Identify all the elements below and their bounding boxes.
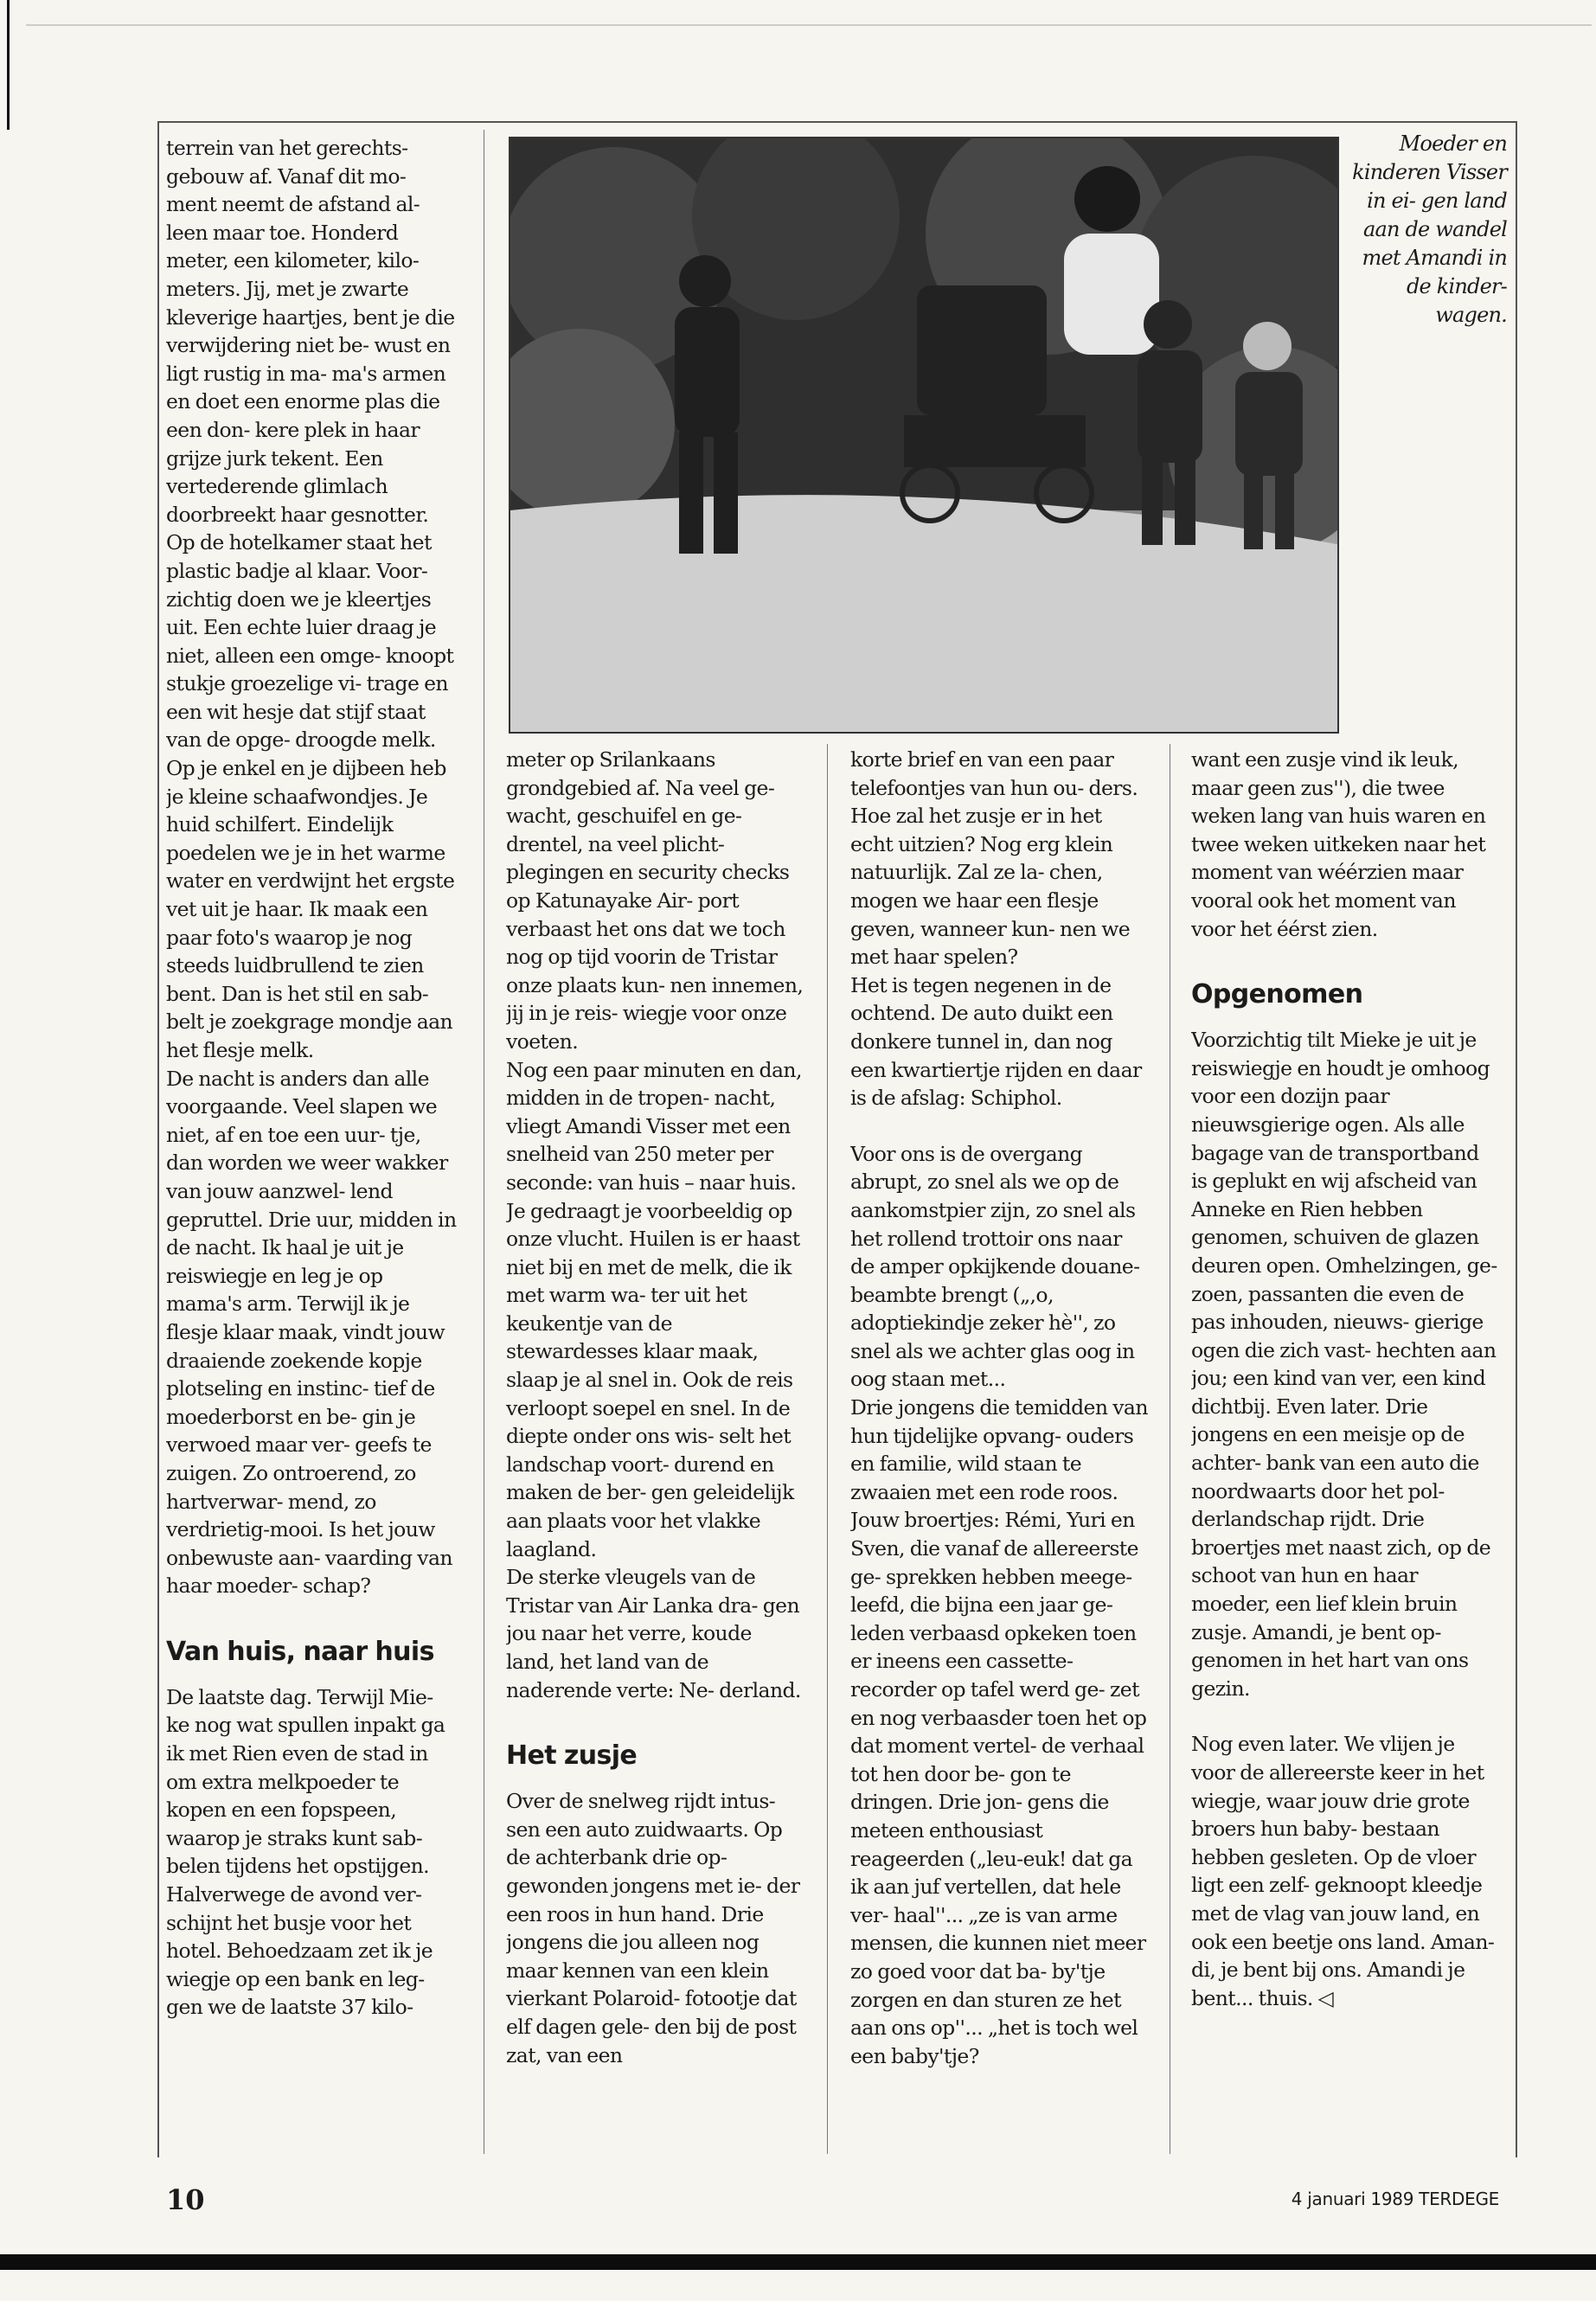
paragraph: Op de hotelkamer staat het plastic badje al klaar. Voor- zichtig doen we je kleertjes uit. Een echte luier draag je niet, alleen een omge- knoopt stukje groezelige vi- trage en een wit hesje dat stijf staat van de opge- droogde melk. Op je enkel en je dijbeen heb je kleine schaafwondjes. Je huid schilfert. Eindelijk poedelen we je in het warme water en verdwijnt het ergste vet uit je haar. Ik maak een paar foto's waarop je nog steeds luidbrullend te zien bent. Dan is het stil en sab- belt je zoekgrage mondje aan het flesje melk.: [166, 530, 455, 1062]
paragraph: terrein van het gerechts- gebouw af. Vanaf dit mo- ment neemt de afstand al- leen maar toe. Honderd meter, een kilometer, kilo- meters. Jij, met je zwarte kleverige haartjes, bent je die verwijdering niet be- wust en ligt rustig in ma- ma's armen en doet een enorme plas die een don- kere plek in haar grijze jurk tekent. Een vertederende glimlach doorbreekt haar gesnotter.: [166, 136, 455, 527]
section-heading: Het zusje: [506, 1740, 638, 1772]
paragraph: De nacht is anders dan alle voorgaande. Veel slapen we niet, af en toe een uur- tje, dan worden we weer wakker van jouw aanzwel- lend gepruttel. Drie uur, midden in de nacht. Ik haal je uit je reiswiegje en leg je op mama's arm. Terwijl ik je flesje klaar maak, vindt jouw draaiende zoekende kopje plotseling en instinc- tief de moederborst en be- gin je verwoed maar ver- geefs te zuigen. Zo ontroerend, zo hartverwar- mend, zo verdrietig-mooi. Is het jouw onbewuste aan- vaarding van haar moeder- schap?: [166, 1066, 457, 1599]
paragraph: Drie jongens die temidden van hun tijdelijke opvang- ouders en familie, wild staan te zwaaien met een rode roos. Jouw broertjes: Rémi, Yuri en Sven, die vanaf de allereerste ge- sprekken hebben meege- leefd, die bijna een jaar ge- leden verbaasd opkeken toen er ineens een cassette- recorder op tafel werd ge- zet en nog verbaasder toen het op dat moment vertel- de verhaal tot hen door be- gon te dringen. Drie jon- gens die meteen enthousiast reageerden („leu-euk! dat ga ik aan juf vertellen, dat hele ver- haal''... „ze is van arme mensen, die kunnen niet meer zo goed voor dat ba- by'tje zorgen en dan sturen ze het aan ons op''... „het is toch wel een baby'tje?: [850, 1395, 1148, 2068]
paragraph: Nog even later. We vlijen je voor de allereerste keer in het wiegje, waar jouw drie grote broers hun baby- bestaan hebben gesleten. Op de vloer ligt een zelf- geknoopt kleedje met de vlag van jouw land, en ook een beetje ons land. Aman- di, je bent bij ons. Amandi je bent... thuis. ◁: [1191, 1732, 1495, 2010]
page-edge-rule: [7, 0, 10, 130]
issue-info: 4 januari 1989 TERDEGE: [1291, 2189, 1499, 2209]
photo-caption: Moeder en kinderen Visser in ei- gen land aan de wandel met Amandi in de kinder- wagen.: [1352, 131, 1507, 327]
column-divider: [827, 744, 828, 2154]
paragraph: Over de snelweg rijdt intus- sen een auto zuidwaarts. Op de achterbank drie op- gewonden jongens met ie- der een roos in hun hand. Drie jongens die jou alleen nog maar kennen van een klein vierkant Polaroid- fotootje dat elf dagen gele- den bij de post zat, van een: [506, 1789, 800, 2067]
paragraph: Voor ons is de overgang abrupt, zo snel als we op de aankomstpier zijn, zo snel als het rollend trottoir ons naar de amper opkijkende douane-beambte brengt („,o, adoptiekindje zeker hè'', zo snel als we achter glas oog in oog staan met...: [850, 1141, 1140, 1392]
page-top-rule: [26, 24, 1592, 26]
article-column-1: [166, 134, 460, 2154]
page-number: 10: [166, 2183, 205, 2216]
article-column-3: [850, 746, 1149, 2156]
paragraph: korte brief en van een paar telefoontjes van hun ou- ders. Hoe zal het zusje er in het echt uitzien? Nog erg klein natuurlijk. Zal ze la- chen, mogen we haar een flesje geven, wanneer kun- nen we met haar spelen?: [850, 747, 1138, 970]
section-heading: Van huis, naar huis: [166, 1636, 434, 1667]
article-photo: [509, 137, 1339, 734]
photo-illustration: [510, 138, 1339, 734]
paragraph: want een zusje vind ik leuk, maar geen zus''), die twee weken lang van huis waren en twee weken uitkeken naar het moment van wéérzien maar vooral ook het moment van voor het éérst zien.: [1191, 747, 1486, 941]
paragraph: Voorzichtig tilt Mieke je uit je reiswiegje en houdt je omhoog voor een dozijn paar nieuwsgierige ogen. Als alle bagage van de transportband is geplukt en wij afscheid van Anneke en Rien hebben genomen, schuiven de glazen deuren open. Omhelzingen, ge- zoen, passanten die even de pas inhouden, nieuws- gierige ogen die zich vast- hechten aan jou; een kind van ver, een kind dichtbij. Even later. Drie jongens en een meisje op de achter- bank van een auto die noordwaarts door het pol- derlandschap rijdt. Drie broertjes met naast zich, op de schoot van hun en haar moeder, een lief klein bruin zusje. Amandi, je bent op- genomen in het hart van ons gezin.: [1191, 1028, 1497, 1701]
paragraph: Je gedraagt je voorbeeldig op onze vlucht. Huilen is er haast niet bij en met de melk, die ik met warm wa- ter uit het keukentje van de stewardesses klaar maak, slaap je al snel in. Ook de reis verloopt soepel en snel. In de diepte onder ons wis- selt het landschap voort- durend en maken de ber- gen geleidelijk aan plaats voor het vlakke laagland.: [506, 1198, 800, 1561]
paragraph: Het is tegen negenen in de ochtend. De auto duikt een donkere tunnel in, dan nog een kwartiertje rijden en daar is de afslag: Schiphol.: [850, 972, 1142, 1111]
paragraph: De laatste dag. Terwijl Mie- ke nog wat spullen inpakt ga ik met Rien even de stad in om extra melkpoeder te kopen en een fopspeen, waarop je straks kunt sab- belen tijdens het opstijgen. Halverwege de avond ver- schijnt het busje voor het hotel. Behoedzaam zet ik je wiegje op een bank en leg- gen we de laatste 37 kilo-: [166, 1684, 445, 2020]
page-bottom-rule: [0, 2254, 1596, 2270]
article-column-2: [506, 746, 804, 2156]
paragraph: De sterke vleugels van de Tristar van Air Lanka dra- gen jou naar het verre, koude land, het land van de naderende verte: Ne- derland.: [506, 1565, 801, 1702]
article-column-4: [1191, 746, 1498, 2156]
paragraph: meter op Srilankaans grondgebied af. Na veel ge- wacht, geschuifel en ge- drentel, na veel plicht- plegingen en security checks op Katunayake Air- port verbaast het ons dat we toch nog op tijd voorin de Tristar onze plaats kun- nen innemen, jij in je reis- wiegje voor onze voeten.: [506, 747, 804, 1054]
section-heading: Opgenomen: [1191, 979, 1363, 1010]
paragraph: Nog een paar minuten en dan, midden in de tropen- nacht, vliegt Amandi Visser met een snelheid van 250 meter per seconde: van huis – naar huis.: [506, 1057, 802, 1195]
